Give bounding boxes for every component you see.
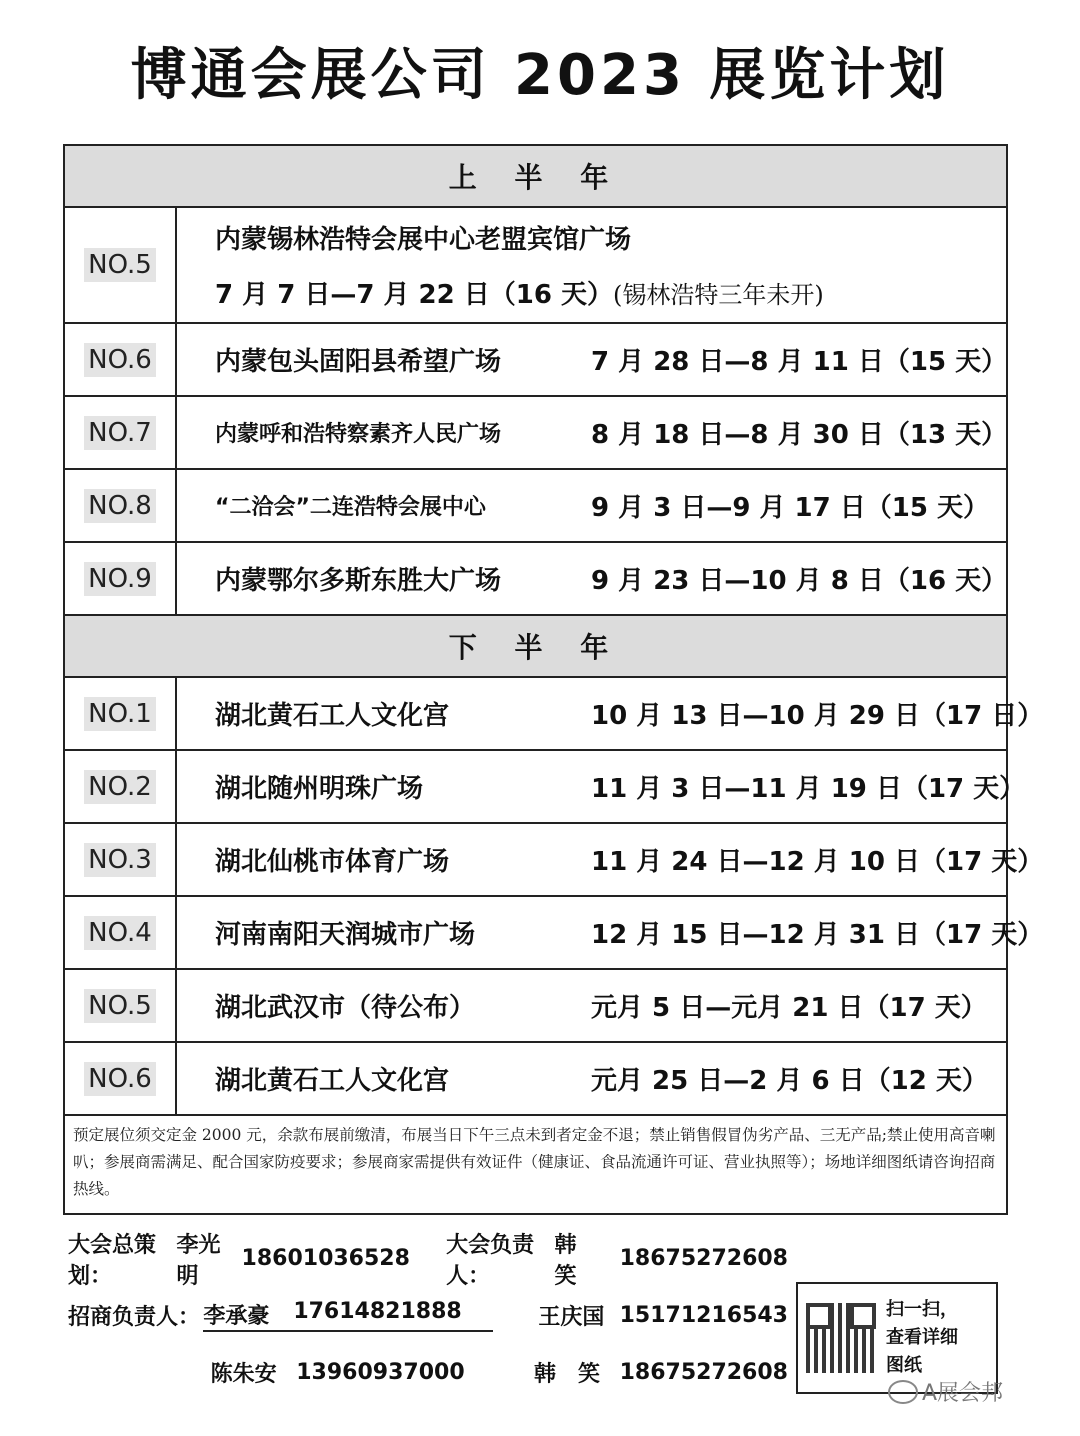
contacts-section	[68, 1230, 788, 1401]
qr-code-icon[interactable]	[806, 1303, 876, 1373]
row-number: NO.4	[84, 916, 156, 950]
leader-phone: 18675272608	[619, 1246, 788, 1271]
venue: 内蒙包头固阳县希望广场	[215, 347, 502, 377]
invest-phone: 13960937000	[296, 1360, 465, 1385]
wechat-icon	[888, 1380, 918, 1404]
dates: 元月 5 日—元月 21 日（17 天）	[591, 993, 987, 1023]
row-number: NO.3	[84, 843, 156, 877]
row-number: NO.6	[84, 1062, 156, 1096]
qr-caption-line: 查看详细	[886, 1327, 958, 1348]
venue: 湖北黄石工人文化宫	[215, 1066, 450, 1096]
row-number: NO.7	[84, 416, 156, 450]
terms-notes: 预定展位须交定金 2000 元，余款布展前缴清，布展当日下午三点未到者定金不退；禁止销售假冒伪劣产品、三无产品;禁止使用高音喇叭；参展商需满足、配合国家防疫要求；参展商家需提供有效证件（健康证、食品流通许可证、营业执照等）；场地详细图纸请咨询招商热线。	[73, 1126, 996, 1198]
invest-name: 王庆国	[538, 1305, 605, 1330]
venue: “二洽会”二连浩特会展中心	[215, 495, 486, 520]
second-half-header: 下 半 年	[65, 616, 1006, 678]
table-row	[65, 824, 1044, 897]
row-number: NO.8	[84, 489, 156, 523]
qr-caption-line: 扫一扫，	[886, 1299, 958, 1320]
invest-name: 韩 笑	[534, 1362, 601, 1387]
planner-name: 李光明	[176, 1232, 221, 1289]
dates: 9 月 23 日—10 月 8 日（16 天）	[591, 566, 1008, 596]
invest-name: 陈朱安	[210, 1362, 277, 1387]
table-row	[65, 324, 1006, 397]
invest-name: 李承豪	[203, 1304, 270, 1329]
table-row	[65, 897, 1044, 970]
qr-caption-line: 图纸	[886, 1355, 922, 1376]
table-row	[65, 470, 1006, 543]
planner-label: 大会总策划：	[68, 1232, 157, 1289]
table-row	[65, 751, 1026, 824]
dates: 9 月 3 日—9 月 17 日（15 天）	[591, 493, 989, 523]
venue: 湖北黄石工人文化宫	[215, 701, 450, 731]
dates: 元月 25 日—2 月 6 日（12 天）	[591, 1066, 988, 1096]
venue-note: (锡林浩特三年未开)	[613, 281, 824, 309]
watermark-text: A展会邦	[922, 1381, 1004, 1406]
table-row	[65, 397, 1006, 470]
venue: 内蒙鄂尔多斯东胜大广场	[215, 566, 502, 596]
first-half-header: 上 半 年	[65, 146, 1006, 208]
dates: 10 月 13 日—10 月 29 日（17 日）	[591, 701, 1044, 731]
invest-phone: 18675272608	[619, 1360, 788, 1385]
page-title: 博通会展公司 2023 展览计划	[130, 43, 950, 108]
invest-phone: 17614821888	[293, 1299, 462, 1324]
venue: 河南南阳天润城市广场	[215, 920, 476, 950]
venue: 内蒙锡林浩特会展中心老盟宾馆广场	[215, 225, 632, 255]
dates: 7 月 28 日—8 月 11 日（15 天）	[591, 347, 1008, 377]
watermark	[888, 1376, 1003, 1407]
table-row	[65, 970, 1006, 1043]
planner-phone: 18601036528	[241, 1246, 410, 1271]
row-number: NO.2	[84, 770, 156, 804]
dates: 12 月 15 日—12 月 31 日（17 天）	[591, 920, 1044, 950]
schedule-table	[63, 144, 1044, 1215]
venue: 内蒙呼和浩特察素齐人民广场	[215, 422, 502, 447]
row-number: NO.5	[84, 989, 156, 1023]
dates: 7 月 7 日—7 月 22 日（16 天）	[215, 280, 613, 310]
table-row	[65, 543, 1006, 616]
table-row	[65, 208, 1006, 324]
invest-label: 招商负责人：	[68, 1305, 201, 1330]
row-number: NO.1	[84, 697, 156, 731]
dates: 11 月 3 日—11 月 19 日（17 天）	[591, 774, 1026, 804]
dates: 11 月 24 日—12 月 10 日（17 天）	[591, 847, 1044, 877]
table-row	[65, 678, 1044, 751]
venue: 湖北仙桃市体育广场	[215, 847, 450, 877]
leader-name: 韩 笑	[554, 1232, 599, 1289]
table-row	[65, 1043, 1006, 1116]
venue: 湖北武汉市（待公布）	[215, 993, 476, 1023]
row-number: NO.6	[84, 343, 156, 377]
venue: 湖北随州明珠广场	[215, 774, 424, 804]
invest-phone: 15171216543	[619, 1303, 788, 1328]
leader-label: 大会负责人：	[446, 1232, 535, 1289]
row-number: NO.5	[84, 248, 156, 282]
dates: 8 月 18 日—8 月 30 日（13 天）	[591, 420, 1008, 450]
row-number: NO.9	[84, 562, 156, 596]
